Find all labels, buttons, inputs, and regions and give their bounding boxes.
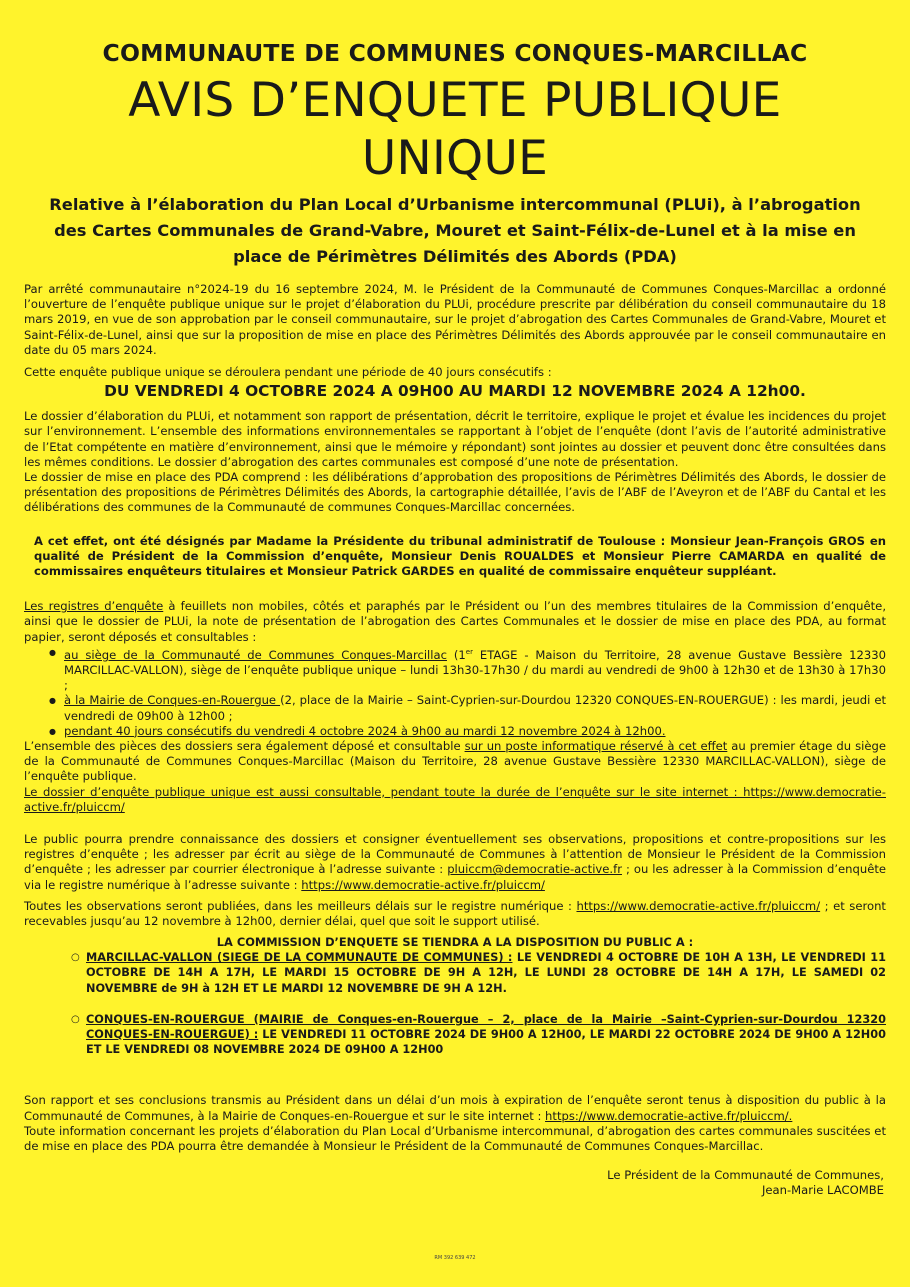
list-item xyxy=(64,724,886,739)
paragraph-duration: Cette enquête publique unique se déroulera pendant une période de 40 jours consécutifs : xyxy=(24,365,552,380)
list-item xyxy=(86,1012,886,1058)
notice-body xyxy=(24,282,886,1154)
location-text: ETAGE - Maison du Territoire, 28 avenue Gustave Bessière 12330 MARCILLAC-VALLON), siège de l’enquête publique unique – lundi 13h30-17h30 / du mardi au vendredi de 9h00 à 12h30 et de 13h30 à 17h30 ; xyxy=(64,647,886,693)
permanences-list xyxy=(24,950,886,1057)
paragraph-decree: Par arrêté communautaire n°2024-19 du 16 septembre 2024, M. le Président de la Communauté de Communes Conques-Marcillac a ordonné l’ouverture de l’enquête publique unique sur le projet d’élaboration du PLUi, procédure prescrite par délibération du conseil communautaire du 18 mars 2019, en vue de son approbation par le conseil communautaire, sur le projet d’abrogation des Cartes Communales de Grand-Vabre, Mouret et Saint-Félix-de-Lunel, ainsi que sur la proposition de mise en place des Périmètres Délimités des Abords approuvée par le conseil communautaire en date du 05 mars 2024. xyxy=(24,282,886,357)
location-link: à la Mairie de Conques-en-Rouergue xyxy=(64,693,281,708)
location-text: (2, place de la Mairie – Saint-Cyprien-sur-Dourdou 12320 CONQUES-EN-ROUERGUE) : les mardi, jeudi et vendredi de 09h00 à 12h00 ; xyxy=(64,693,886,723)
paragraph-observations xyxy=(24,832,886,893)
list-item xyxy=(64,693,886,723)
permanence-location: CONQUES-EN-ROUERGUE (MAIRIE de Conques-en-Rouergue – 2, place de la Mairie –Saint-Cyprien-sur-Dourdou 12320 CONQUES-EN-ROUERGUE) : xyxy=(86,1012,886,1041)
permanence-location: MARCILLAC-VALLON (SIEGE DE LA COMMUNAUTE DE COMMUNES) : xyxy=(86,951,513,965)
notice-subtitle: Relative à l’élaboration du Plan Local d’Urbanisme intercommunal (PLUi), à l’abrogation des Cartes Communales de Grand-Vabre, Mouret et Saint-Félix-de-Lunel et à la mise en place de Périmètres Délimités des Abords (PDA) xyxy=(49,195,861,266)
location-link: pendant 40 jours consécutifs du vendredi 4 octobre 2024 à 9h00 au mardi 12 novembre 2024 à 12h00. xyxy=(64,723,666,738)
permanence-schedule: LE VENDREDI 4 OCTOBRE DE 10H A 13H, LE VENDREDI 11 OCTOBRE DE 14H A 17H, LE MARDI 15 OCTOBRE DE 9H A 12H, LE LUNDI 28 OCTOBRE DE 14H A 17H, LE SAMEDI 02 NOVEMBRE de 9H à 12H ET LE MARDI 12 NOVEMBRE DE 9H A 12H. xyxy=(86,951,886,995)
report-text: Son rapport et ses conclusions transmis au Président dans un délai d’un mois à expiration de l’enquête seront tenus à disposition du public à la Communauté de Communes, à la Mairie de Conques-en-Rouergue et sur le site internet : xyxy=(24,1093,886,1123)
paragraph-dossier: Le dossier d’élaboration du PLUi, et notamment son rapport de présentation, décrit le territoire, explique le projet et évalue les incidences du projet sur l’environnement. L’ensemble des informations environnementales se rapportant à l’objet de l’enquête (dont l’avis de l’autorité administrative de l’Etat compétente en matière d’environnement, ainsi que le mémoire y répondant) sont jointes au dossier et peuvent donc être consultées dans les mêmes conditions. Le dossier d’abrogation des cartes communales est composé d’une note de présentation. xyxy=(24,409,886,469)
computer-text: au premier étage du siège de la Communauté de Communes Conques-Marcillac (Maison du Territoire, 28 avenue Gustave Bessière 12330 MARCILLAC-VALLON), siège de l’enquête publique. xyxy=(24,738,886,784)
location-text: (1 xyxy=(446,647,466,662)
registry-link[interactable]: https://www.democratie-active.fr/pluiccm/ xyxy=(301,877,545,892)
inquiry-dates: DU VENDREDI 4 OCTOBRE 2024 A 09H00 AU MARDI 12 NOVEMBRE 2024 A 12h00. xyxy=(104,382,806,401)
location-link: au siège de la Communauté de Communes Conques-Marcillac xyxy=(64,647,447,662)
paragraph-website[interactable]: Le dossier d’enquête publique unique est aussi consultable, pendant toute la durée de l’enquête sur le site internet : https://www.democratie-active.fr/pluiccm/ xyxy=(24,784,886,814)
notice-title-line1: AVIS D’ENQUETE PUBLIQUE xyxy=(128,73,782,128)
superscript: er xyxy=(465,647,473,656)
signature-title: Le Président de la Communauté de Communes, xyxy=(607,1168,884,1183)
registration-number: RM 392 639 472 xyxy=(434,1255,476,1261)
permanence-schedule: LE VENDREDI 11 OCTOBRE 2024 DE 9H00 A 12H00, LE MARDI 22 OCTOBRE 2024 DE 9H00 A 12H00 ET LE VENDREDI 08 NOVEMBRE 2024 DE 09H00 A 12H00 xyxy=(86,1027,886,1057)
report-link[interactable]: https://www.democratie-active.fr/pluiccm/. xyxy=(545,1108,793,1123)
registers-label: Les registres d’enquête xyxy=(24,599,164,614)
observations-text: ; ou les adresser à la Commission d’enquête via le registre numérique à l’adresse suivante : xyxy=(24,862,887,892)
notice-title-line2: UNIQUE xyxy=(361,131,549,186)
registers-text: à feuillets non mobiles, côtés et paraphés par le Président ou l’un des membres titulaires de la Commission d’enquête, ainsi que le dossier de PLUi, la note de présentation de l’abrogation des Cartes Communales et le dossier de mise en place des PDA, au format papier, seront déposés et consultables : xyxy=(24,599,887,644)
observations-text: Le public pourra prendre connaissance des dossiers et consigner éventuellement ses observations, propositions et contre-propositions sur les registres d’enquête ; les adresser par écrit au siège de la Communauté de Communes à l’attention de Monsieur le Président de la Commission d’enquête ; les adresser par courrier électronique à l’adresse suivante : xyxy=(24,831,886,877)
computer-text: L’ensemble des pièces des dossiers sera également déposé et consultable xyxy=(24,738,465,753)
paragraph-registers xyxy=(24,599,886,645)
paragraph-report xyxy=(24,1093,886,1123)
email-link[interactable]: pluiccm@democratie-active.fr xyxy=(447,862,622,877)
paragraph-commissioners: A cet effet, ont été désignés par Madame la Présidente du tribunal administratif de Toulouse : Monsieur Jean-François GROS en qualité de Président de la Commission d’enquête, Monsieur Denis ROUALDES et Monsieur Pierre CAMARDA en qualité de commissaires enquêteurs titulaires et Monsieur Patrick GARDES en qualité de commissaire enquêteur suppléant. xyxy=(34,533,886,579)
signature-name: Jean-Marie LACOMBE xyxy=(761,1183,884,1198)
computer-label: sur un poste informatique réservé à cet effet xyxy=(464,738,728,753)
notice-title xyxy=(24,72,886,188)
organization-heading: COMMUNAUTE DE COMMUNES CONQUES-MARCILLAC xyxy=(102,39,808,67)
list-item xyxy=(86,950,886,996)
list-item xyxy=(64,645,886,693)
publication-text: Toutes les observations seront publiées, dans les meilleurs délais sur le registre numérique : xyxy=(24,898,577,913)
signature-block xyxy=(24,1168,886,1198)
paragraph-information: Toute information concernant les projets d’élaboration du Plan Local d’Urbanisme intercommunal, d’abrogation des cartes communales suscitées et de mise en place des PDA pourra être demandée à Monsieur le Président de la Communauté de Communes Conques-Marcillac. xyxy=(24,1123,886,1153)
registry-link[interactable]: https://www.democratie-active.fr/pluiccm/ xyxy=(576,898,821,913)
paragraph-computer xyxy=(24,739,886,785)
locations-list xyxy=(24,645,886,739)
commission-heading: LA COMMISSION D’ENQUETE SE TIENDRA A LA DISPOSITION DU PUBLIC A : xyxy=(216,935,694,950)
paragraph-pda: Le dossier de mise en place des PDA comprend : les délibérations d’approbation des propositions de Périmètres Délimités des Abords, le dossier de présentation des propositions de Périmètres Délimités des Abords, la cartographie détaillée, l’avis de l’ABF de l’Aveyron et de l’ABF du Cantal et les délibérations des communes de la Communauté de communes Conques-Marcillac concernées. xyxy=(24,470,886,515)
publication-text: ; et seront recevables jusqu’au 12 novembre à 12h00, dernier délai, quel que soit le support utilisé. xyxy=(24,898,886,928)
paragraph-publication xyxy=(24,899,886,929)
